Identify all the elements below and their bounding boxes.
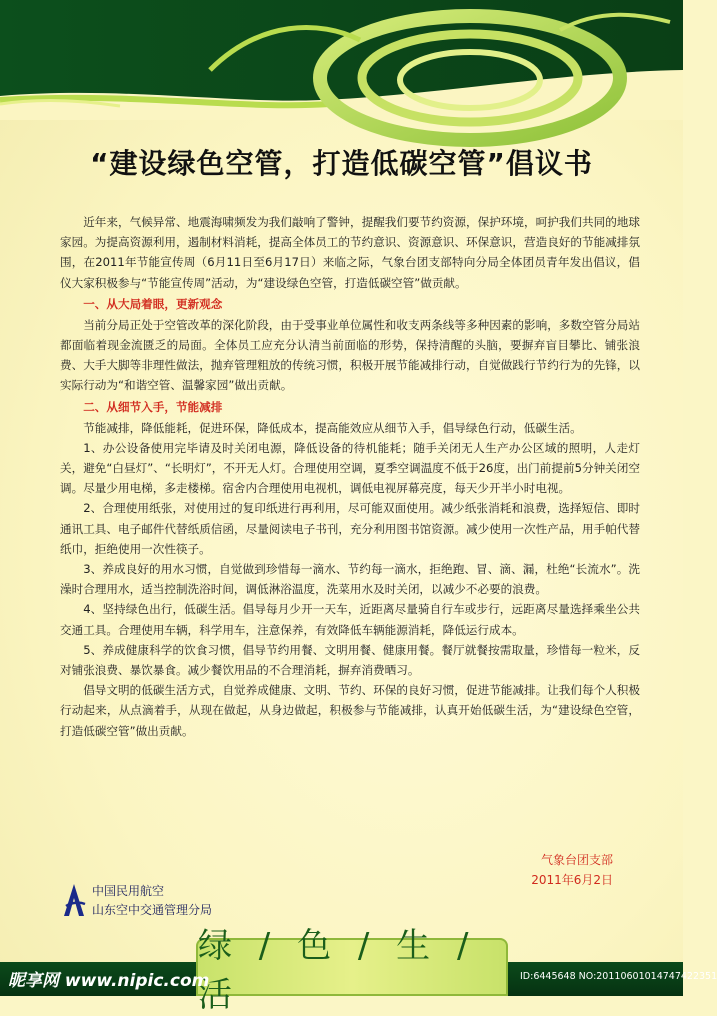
signature-org: 气象台团支部	[540, 853, 613, 867]
paragraph: 近年来，气候异常、地震海啸频发为我们敲响了警钟，提醒我们要节约资源，保护环境，呵护我们共同的地球家园。为提高资源利用，遏制材料消耗，提高全体员工的节约意识、资源意识、环保意识，营造良好的节能减排氛围，在2011年节能宣传周（6月11日至6月17日）来临之际，气象台团支部特向分局全体团员青年发出倡议，倡仪大家积极参与“节能宣传周”活动，为“建设绿色空管，打造低碳空管”做贡献。	[60, 215, 640, 290]
section-heading: 一、从大局着眼，更新观念	[83, 296, 223, 311]
section-heading: 二、从细节入手，节能减排	[83, 399, 223, 414]
paragraph: 2、合理使用纸张，对使用过的复印纸进行再利用，尽可能双面使用。减少纸张消耗和浪费，选择短信、即时通讯工具、电子邮件代替纸质信函，尽量阅读电子书刊，充分利用图书馆资源。减少使用一次性产品，用手帕代替纸巾，拒绝使用一次性筷子。	[60, 501, 640, 556]
paragraph: 3、养成良好的用水习惯，自觉做到珍惜每一滴水、节约每一滴水，拒绝跑、冒、滴、漏，杜绝“长流水”。洗澡时合理用水，适当控制洗浴时间，调低淋浴温度，洗菜用水及时关闭，以减少不必要的浪费。	[60, 562, 640, 597]
watermark-site: 昵享网 www.nipic.com	[8, 971, 210, 991]
org-line-2: 山东空中交通管理分局	[92, 903, 213, 917]
paragraph: 1、办公设备使用完毕请及时关闭电源，降低设备的待机能耗；随手关闭无人生产办公区域的照明，人走灯关，避免“白昼灯”、“长明灯”，不开无人灯。合理使用空调，夏季空调温度不低于26度，出门前提前5分钟关闭空调。尽量少用电梯，多走楼梯。宿舍内合理使用电视机，调低电视屏幕亮度，每天少开半小时电视。	[60, 440, 640, 496]
document-body	[60, 212, 640, 741]
paragraph: 5、养成健康科学的饮食习惯，倡导节约用餐、文明用餐、健康用餐。餐厅就餐按需取量，珍惜每一粒米，反对铺张浪费、暴饮暴食。减少餐饮用品的不合理消耗，摒弃消费晒习。	[60, 642, 640, 678]
page-title: “建设绿色空管，打造低碳空管”倡议书	[90, 147, 593, 180]
top-decoration	[0, 0, 683, 120]
signature-date: 2011年6月2日	[531, 873, 613, 887]
paragraph: 倡导文明的低碳生活方式，自觉养成健康、文明、节约、环保的良好习惯，促进节能减排。让我们每个人积极行动起来，从点滴着手，从现在做起，从身边做起，积极参与节能减排，认真开始低碳生活，为“建设绿色空管，打造低碳空管”做出贡献。	[60, 683, 640, 738]
paragraph: 节能减排，降低能耗，促进环保，降低成本，提高能效应从细节入手，倡导绿色行动，低碳生活。	[83, 420, 582, 435]
organization-logo-block	[62, 882, 212, 920]
green-life-banner: 绿 / 色 / 生 / 活	[196, 938, 508, 996]
paragraph: 4、坚持绿色出行，低碳生活。倡导每月少开一天车，近距离尽量骑自行车或步行，远距离尽量选择乘坐公共交通工具。合理使用车辆，科学用车，注意保养，有效降低车辆能源消耗，降低运行成本。	[60, 602, 640, 637]
org-line-1: 中国民用航空	[92, 884, 165, 898]
paragraph: 当前分局正处于空管改革的深化阶段，由于受事业单位属性和收支两条线等多种因素的影响，多数空管分局站都面临着现金流匮乏的局面。全体员工应充分认清当前面临的形势，保持清醒的头脑，要摒弃盲目攀比、铺张浪费、大手大脚等非理性做法，抛弃管理粗放的传统习惯，积极开展节能减排行动，自觉做践行节约行为的先锋，以实际行动为“和谐空管、温馨家园”做出贡献。	[60, 317, 640, 393]
signature-block	[531, 850, 613, 890]
watermark-id: ID:6445648 NO:20110601014747422351	[520, 971, 717, 982]
caac-logo-icon	[62, 882, 86, 918]
